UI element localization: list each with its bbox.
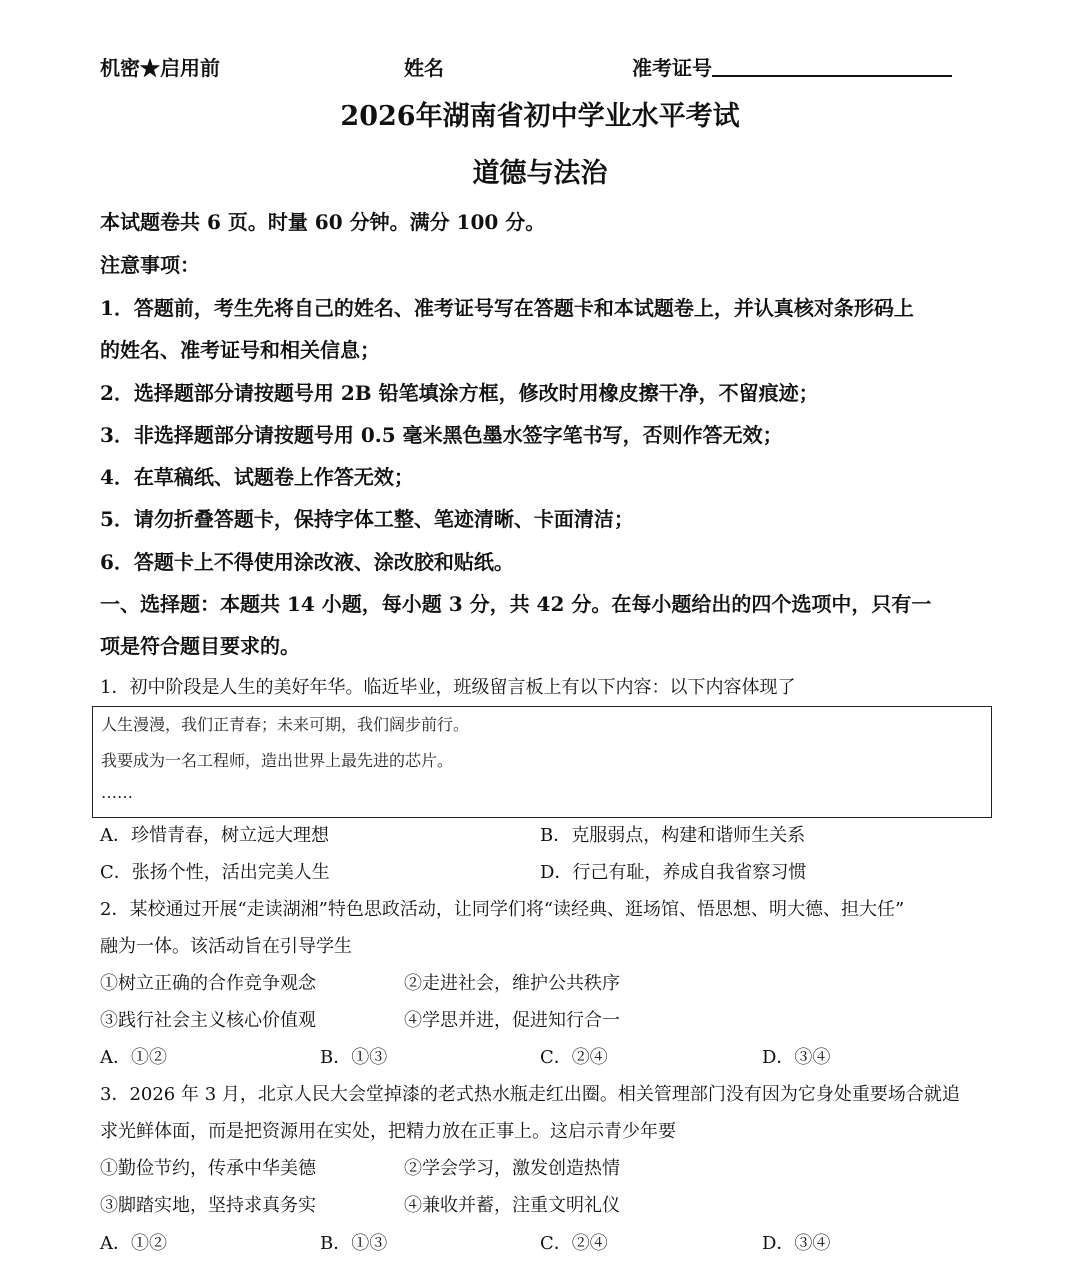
q2-stem-cont: 融为一体。该活动旨在引导学生: [100, 936, 352, 957]
q1-message-board-box: [92, 706, 992, 818]
q1-option-a: A．珍惜青春，树立远大理想: [100, 825, 329, 846]
q2-option-a: A．①②: [100, 1047, 167, 1068]
q3-option-d: D．③④: [762, 1233, 831, 1254]
q3-option-c: C．②④: [540, 1233, 608, 1254]
q2-stem: 2．某校通过开展“走读湖湘”特色思政活动，让同学们将“读经典、逛场馆、悟思想、明大德、担大任”: [100, 899, 905, 920]
q3-stem: 3．2026 年 3 月，北京人民大会堂掉漆的老式热水瓶走红出圈。相关管理部门没有因为它身处重要场合就追: [100, 1084, 960, 1105]
note-1-cont: 的姓名、准考证号和相关信息；: [100, 338, 380, 362]
q3-option-a: A．①②: [100, 1233, 167, 1254]
q3-item-1: ①勤俭节约，传承中华美德: [100, 1158, 316, 1179]
note-5: 5．请勿折叠答题卡，保持字体工整、笔迹清晰、卡面清洁；: [100, 507, 634, 531]
q3-stem-cont: 求光鲜体面，而是把资源用在实处，把精力放在正事上。这启示青少年要: [100, 1121, 676, 1142]
notes-heading: 注意事项：: [100, 253, 200, 277]
q1-box-line-1: 人生漫漫，我们正青春；未来可期，我们阔步前行。: [101, 715, 470, 734]
q1-box-line-2: 我要成为一名工程师，造出世界上最先进的芯片。: [101, 751, 454, 770]
note-3: 3．非选择题部分请按题号用 0.5 毫米黑色墨水签字笔书写，否则作答无效；: [100, 423, 783, 447]
note-1: 1．答题前，考生先将自己的姓名、准考证号写在答题卡和本试题卷上，并认真核对条形码上: [100, 296, 914, 320]
name-label: 姓名: [404, 56, 444, 80]
section-1-heading: 一、选择题：本题共 14 小题，每小题 3 分，共 42 分。在每小题给出的四个选项中，只有一: [100, 592, 932, 616]
q1-stem: 1．初中阶段是人生的美好年华。临近毕业，班级留言板上有以下内容：以下内容体现了: [100, 677, 796, 698]
q1-option-d: D．行己有耻，养成自我省察习惯: [540, 862, 807, 883]
exam-id-underline: [712, 55, 952, 77]
q2-option-b: B．①③: [320, 1047, 388, 1068]
q2-item-3: ③践行社会主义核心价值观: [100, 1010, 316, 1031]
exam-id-field: [632, 52, 952, 81]
exam-id-label: 准考证号: [632, 56, 712, 80]
note-6: 6．答题卡上不得使用涂改液、涂改胶和贴纸。: [100, 550, 514, 574]
q2-option-c: C．②④: [540, 1047, 608, 1068]
q3-item-2: ②学会学习，激发创造热情: [404, 1158, 620, 1179]
q3-item-3: ③脚踏实地，坚持求真务实: [100, 1195, 316, 1216]
q1-option-b: B．克服弱点，构建和谐师生关系: [540, 825, 806, 846]
note-4: 4．在草稿纸、试题卷上作答无效；: [100, 465, 414, 489]
q1-option-c: C．张扬个性，活出完美人生: [100, 862, 330, 883]
q1-box-ellipsis: ……: [101, 783, 133, 802]
q2-item-4: ④学思并进，促进知行合一: [404, 1010, 620, 1031]
exam-info: 本试题卷共 6 页。时量 60 分钟。满分 100 分。: [100, 210, 546, 234]
note-2: 2．选择题部分请按题号用 2B 铅笔填涂方框，修改时用橡皮擦干净，不留痕迹；: [100, 381, 819, 405]
q2-item-1: ①树立正确的合作竞争观念: [100, 973, 316, 994]
section-1-heading-cont: 项是符合题目要求的。: [100, 634, 300, 658]
q2-item-2: ②走进社会，维护公共秩序: [404, 973, 620, 994]
q2-option-d: D．③④: [762, 1047, 831, 1068]
subject-title: 道德与法治: [472, 158, 608, 189]
confidential-label: 机密★启用前: [100, 56, 220, 80]
q3-item-4: ④兼收并蓄，注重文明礼仪: [404, 1195, 620, 1216]
exam-title: 2026年湖南省初中学业水平考试: [340, 101, 740, 132]
q3-option-b: B．①③: [320, 1233, 388, 1254]
